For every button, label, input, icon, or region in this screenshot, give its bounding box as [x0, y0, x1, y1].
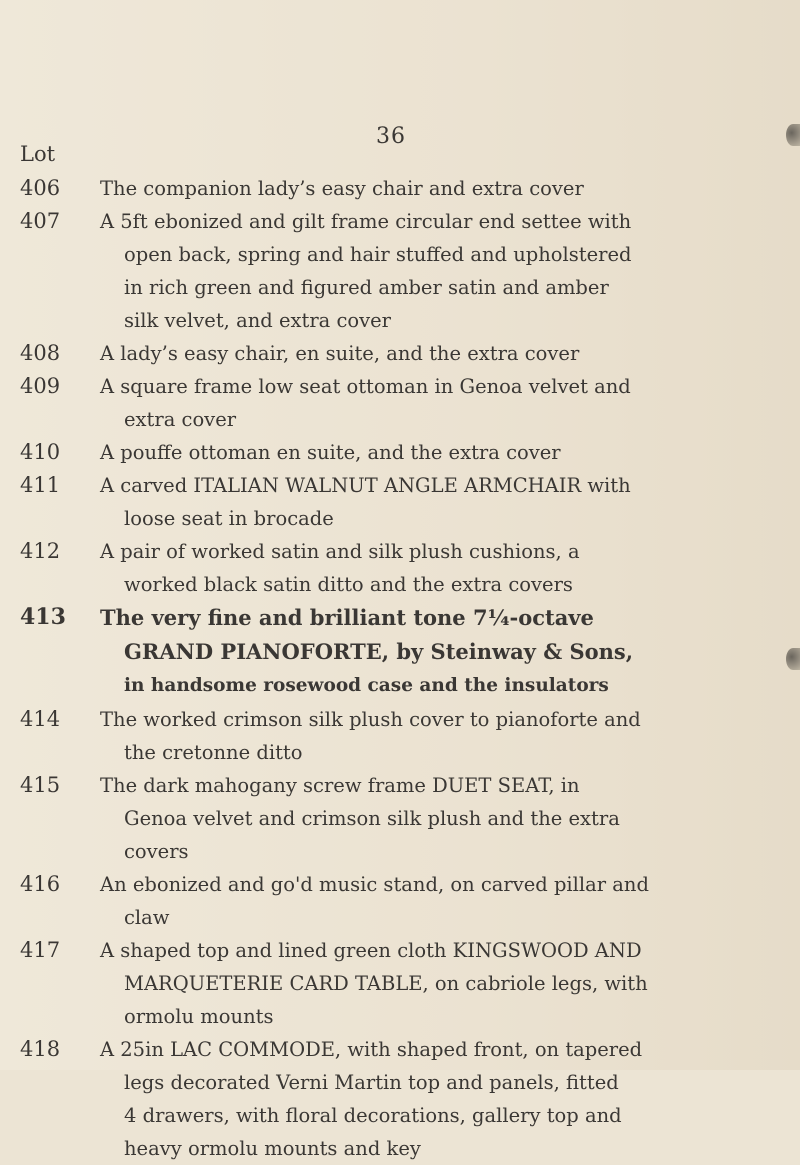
- lot-description-line: the cretonne ditto: [124, 741, 303, 764]
- lot-description: [100, 337, 792, 370]
- lot-description: [100, 1033, 792, 1165]
- lot-description-line: claw: [124, 906, 170, 929]
- lot-number: 406: [20, 176, 61, 200]
- lot-description-line: covers: [124, 840, 189, 863]
- lot-description: [100, 601, 792, 703]
- lot-number: 418: [20, 1037, 61, 1061]
- page-edge-mark: [786, 124, 800, 146]
- lot-number: 409: [20, 374, 61, 398]
- lot-description-line: A square frame low seat ottoman in Genoa velvet and: [100, 375, 631, 398]
- lot-description-line: An ebonized and go'd music stand, on carved pillar and: [100, 873, 649, 896]
- lot-description-line: ormolu mounts: [124, 1005, 274, 1028]
- lot-number: 415: [20, 773, 61, 797]
- lot-description-line: open back, spring and hair stuffed and upholstered: [124, 243, 632, 266]
- lot-description: [100, 205, 792, 337]
- lot-description-line: The dark mahogany screw frame DUET SEAT, in: [100, 774, 580, 797]
- lot-description-line: Genoa velvet and crimson silk plush and the extra: [124, 807, 620, 830]
- lot-description: [100, 469, 792, 535]
- lot-description-line: legs decorated Verni Martin top and panels, fitted: [124, 1071, 619, 1094]
- lot-description-line: loose seat in brocade: [124, 507, 334, 530]
- lot-description-line: worked black satin ditto and the extra covers: [124, 573, 573, 596]
- lot-description: [100, 934, 792, 1033]
- lot-description: [100, 868, 792, 934]
- lot-number: 414: [20, 707, 61, 731]
- lot-description: [100, 769, 792, 868]
- lot-description-line: 4 drawers, with floral decorations, gallery top and: [124, 1104, 622, 1127]
- page-number: 36: [376, 124, 406, 149]
- lot-description: [100, 436, 792, 469]
- lot-description: [100, 172, 792, 205]
- lot-description-line: A 25in LAC COMMODE, with shaped front, on tapered: [100, 1038, 643, 1061]
- lot-number: 411: [20, 473, 61, 497]
- lot-description-line: MARQUETERIE CARD TABLE, on cabriole legs, with: [124, 972, 648, 995]
- lot-column-heading: Lot: [20, 142, 56, 166]
- lot-description: [100, 703, 792, 769]
- lot-description-line: A 5ft ebonized and gilt frame circular end settee with: [100, 210, 632, 233]
- lot-number: 410: [20, 440, 61, 464]
- lot-description-line: A pouffe ottoman en suite, and the extra cover: [100, 441, 561, 464]
- lot-description-line: A pair of worked satin and silk plush cushions, a: [100, 540, 580, 563]
- lot-description-line: extra cover: [124, 408, 237, 431]
- lot-description-line: GRAND PIANOFORTE, by Steinway & Sons,: [124, 639, 634, 664]
- page-edge-mark: [786, 648, 800, 670]
- lot-description: [100, 370, 792, 436]
- lot-description-line: A carved ITALIAN WALNUT ANGLE ARMCHAIR with: [100, 474, 631, 497]
- lot-number: 407: [20, 209, 61, 233]
- lot-description-line: in handsome rosewood case and the insulators: [124, 675, 609, 696]
- lot-description-line: The companion lady’s easy chair and extra cover: [100, 177, 584, 200]
- lot-description-line: A shaped top and lined green cloth KINGSWOOD AND: [100, 939, 642, 962]
- lot-number: 412: [20, 539, 61, 563]
- lot-number: 416: [20, 872, 61, 896]
- lot-number: 417: [20, 938, 61, 962]
- lot-description-line: in rich green and figured amber satin and amber: [124, 276, 609, 299]
- lot-description-line: The worked crimson silk plush cover to pianoforte and: [100, 708, 641, 731]
- lot-description-line: A lady’s easy chair, en suite, and the extra cover: [100, 342, 580, 365]
- lot-description-line: heavy ormolu mounts and key: [124, 1137, 421, 1160]
- lot-description-line: silk velvet, and extra cover: [124, 309, 392, 332]
- lot-description-line: The very fine and brilliant tone 7¼-octave: [100, 605, 594, 630]
- lot-number: 408: [20, 341, 61, 365]
- lot-number: 413: [20, 604, 66, 630]
- lot-description: [100, 535, 792, 601]
